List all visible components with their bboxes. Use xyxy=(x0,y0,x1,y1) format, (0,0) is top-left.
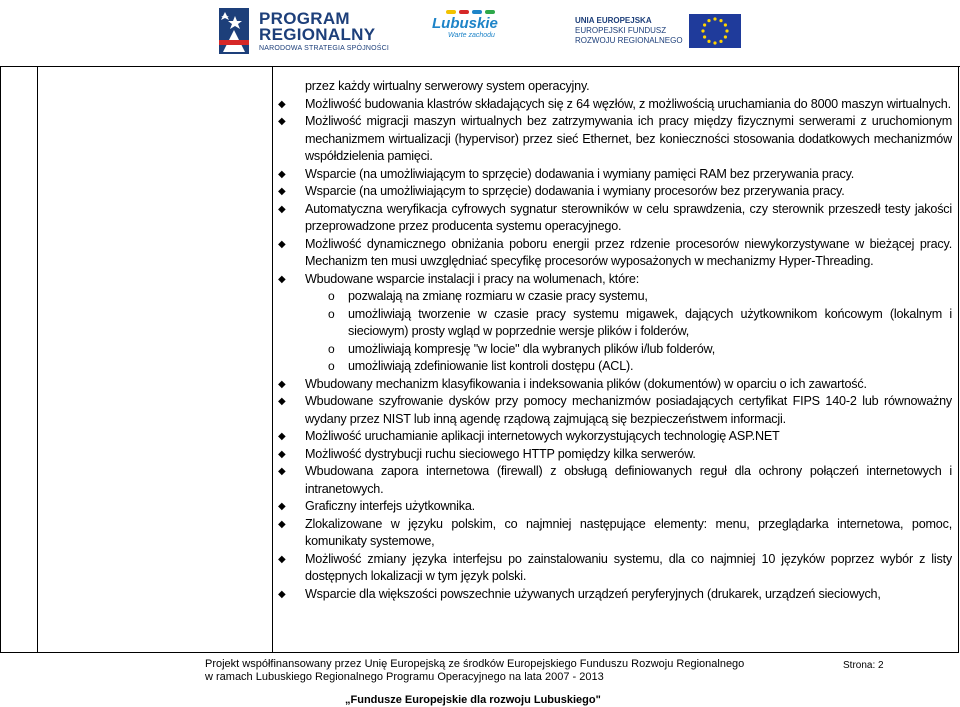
spec-content xyxy=(278,78,952,652)
table-column-divider-1 xyxy=(37,66,38,652)
list-item-text: Możliwość dystrybucji ruchu sieciowego HTTP pomiędzy kilka serwerów. xyxy=(305,446,696,461)
circle-bullet-icon: o xyxy=(328,289,335,303)
eu-flag-icon xyxy=(689,14,741,48)
sub-list-item xyxy=(278,358,952,376)
list-item-text: Automatyczna weryfikacja cyfrowych sygnatur sterowników w celu sprawdzenia, czy sterownik przeszedł testy jakości przeprowadzone przez producenta systemu operacyjnego. xyxy=(305,201,952,233)
circle-bullet-icon: o xyxy=(328,341,335,356)
list-item-text: Wbudowany mechanizm klasyfikowania i indeksowania plików (dokumentów) w oparciu o ich zawartość. xyxy=(305,376,867,391)
lubuskie-subtitle: Warte zachodu xyxy=(448,32,495,39)
diamond-bullet-icon: ◆ xyxy=(278,588,286,600)
lubuskie-title: Lubuskie xyxy=(432,15,498,32)
diamond-bullet-icon: ◆ xyxy=(278,203,286,215)
list-item xyxy=(278,78,952,96)
program-title-2: REGIONALNY xyxy=(259,24,376,44)
sub-list-item xyxy=(278,341,952,359)
list-item xyxy=(278,463,952,498)
list-item xyxy=(278,96,952,114)
list-item-text: Wsparcie dla większości powszechnie używanych urządzeń peryferyjnych (drukarek, urządzeń sieciowych, xyxy=(305,586,881,601)
list-item-text: Wbudowane wsparcie instalacji i pracy na wolumenach, które: xyxy=(305,271,639,286)
diamond-bullet-icon: ◆ xyxy=(278,396,286,407)
list-item xyxy=(278,376,952,394)
program-regionalny-logo xyxy=(215,6,389,56)
diamond-bullet-icon: ◆ xyxy=(278,168,286,180)
footer-line-2: w ramach Lubuskiego Regionalnego Programu Operacyjnego na lata 2007 - 2013 xyxy=(205,671,604,683)
lubuskie-dots-icon xyxy=(446,10,498,14)
diamond-bullet-icon: ◆ xyxy=(278,553,286,565)
lubuskie-logo xyxy=(432,10,498,39)
list-item xyxy=(278,586,952,604)
list-item xyxy=(278,393,952,428)
footer-line-1: Projekt współfinansowany przez Unię Europejską ze środków Europejskiego Funduszu Rozwoju Regionalnego xyxy=(205,658,745,670)
list-item-text: Wsparcie (na umożliwiającym to sprzęcie) dodawania i wymiany pamięci RAM bez przerywania pracy. xyxy=(305,166,855,181)
list-item-text: umożliwiają zdefiniowanie list kontroli dostępu (ACL). xyxy=(348,359,634,373)
diamond-bullet-icon: ◆ xyxy=(278,98,286,110)
list-item xyxy=(278,498,952,516)
circle-bullet-icon: o xyxy=(328,359,335,373)
list-item xyxy=(278,271,952,289)
sub-list-item xyxy=(278,288,952,306)
eu-logo xyxy=(575,14,741,48)
list-item-text: przez każdy wirtualny serwerowy system operacyjny. xyxy=(305,79,590,93)
list-item-text: Możliwość migracji maszyn wirtualnych bez zatrzymywania ich pracy między fizycznymi serwerami z uruchomionym mechanizmem wirtualizacji (hypervisor) przez sieć Ethernet, bez konieczności stosowania dodatkowych mechanizmów współdzielenia pamięci. xyxy=(305,114,952,163)
diamond-bullet-icon: ◆ xyxy=(278,273,286,285)
list-item-text: umożliwiają tworzenie w czasie pracy systemu migawek, dających użytkownikom końcowym (lokalnym i sieciowym) prosty wgląd w poprzednie wersje plików i folderów, xyxy=(348,306,952,338)
list-item-text: Możliwość uruchamianie aplikacji internetowych wykorzystujących technologię ASP.NET xyxy=(305,429,780,443)
page-header xyxy=(0,0,960,64)
list-item-text: Graficzny interfejs użytkownika. xyxy=(305,499,475,513)
list-item xyxy=(278,113,952,166)
diamond-bullet-icon: ◆ xyxy=(278,186,286,197)
sub-list-item xyxy=(278,306,952,341)
list-item xyxy=(278,236,952,271)
list-item-text: Wbudowana zapora internetowa (firewall) z obsługą definiowanych reguł dla ochrony połączeń internetowych i intranetowych. xyxy=(305,464,952,496)
diamond-bullet-icon: ◆ xyxy=(278,116,286,127)
list-item xyxy=(278,446,952,464)
diamond-bullet-icon: ◆ xyxy=(278,378,286,390)
list-item xyxy=(278,183,952,201)
list-item-text: Zlokalizowane w języku polskim, co najmniej następujące elementy: menu, przeglądarka internetowa, pomoc, komunikaty systemowe, xyxy=(305,516,952,548)
list-item-text: Wbudowane szyfrowanie dysków przy pomocy mechanizmów posiadających certyfikat FIPS 140-2 lub równoważny wydany przez NIST lub inną agendę rządową zajmującą się bezpieczeństwem informacji. xyxy=(305,394,952,426)
list-item-text: pozwalają na zmianę rozmiaru w czasie pracy systemu, xyxy=(348,289,648,303)
list-item xyxy=(278,166,952,184)
page-footer xyxy=(0,656,960,707)
footer-line-3: „Fundusze Europejskie dla rozwoju Lubuskiego" xyxy=(345,694,601,706)
eu-line-3: ROZWOJU REGIONALNEGO xyxy=(575,36,683,45)
diamond-bullet-icon: ◆ xyxy=(278,238,286,250)
diamond-bullet-icon: ◆ xyxy=(278,431,286,442)
list-item xyxy=(278,428,952,446)
list-item-text: Możliwość budowania klastrów składających się z 64 węzłów, z możliwością uruchamiania do 8000 maszyn wirtualnych. xyxy=(305,96,951,111)
list-item-text: Możliwość dynamicznego obniżania poboru energii przez rdzenie procesorów niewykorzystywane w bieżącej pracy. Mechanizm ten musi uwzględniać specyfikę procesorów wyposażonych w mechanizmy Hyper-Threading. xyxy=(305,236,952,268)
program-regionalny-emblem-icon xyxy=(215,6,253,56)
page-number: Strona: 2 xyxy=(843,660,884,671)
list-item xyxy=(278,516,952,551)
diamond-bullet-icon: ◆ xyxy=(278,466,286,477)
list-item xyxy=(278,551,952,586)
table-column-divider-2 xyxy=(272,66,273,652)
list-item-text: Wsparcie (na umożliwiającym to sprzęcie) dodawania i wymiany procesorów bez przerywania pracy. xyxy=(305,184,845,198)
diamond-bullet-icon: ◆ xyxy=(278,518,286,530)
program-title-1: PROGRAM xyxy=(259,8,350,28)
list-item-text: umożliwiają kompresję "w locie" dla wybranych plików i/lub folderów, xyxy=(348,341,716,356)
list-item-text: Możliwość zmiany języka interfejsu po zainstalowaniu systemu, dla co najmniej 10 języków poprzez wybór z listy dostępnych lokalizacji w tym język polski. xyxy=(305,551,952,583)
list-item xyxy=(278,201,952,236)
program-subtitle: NARODOWA STRATEGIA SPÓJNOŚCI xyxy=(259,44,390,52)
diamond-bullet-icon: ◆ xyxy=(278,501,286,512)
circle-bullet-icon: o xyxy=(328,306,335,321)
eu-line-1: UNIA EUROPEJSKA xyxy=(575,16,652,25)
diamond-bullet-icon: ◆ xyxy=(278,448,286,460)
eu-line-2: EUROPEJSKI FUNDUSZ xyxy=(575,26,667,35)
